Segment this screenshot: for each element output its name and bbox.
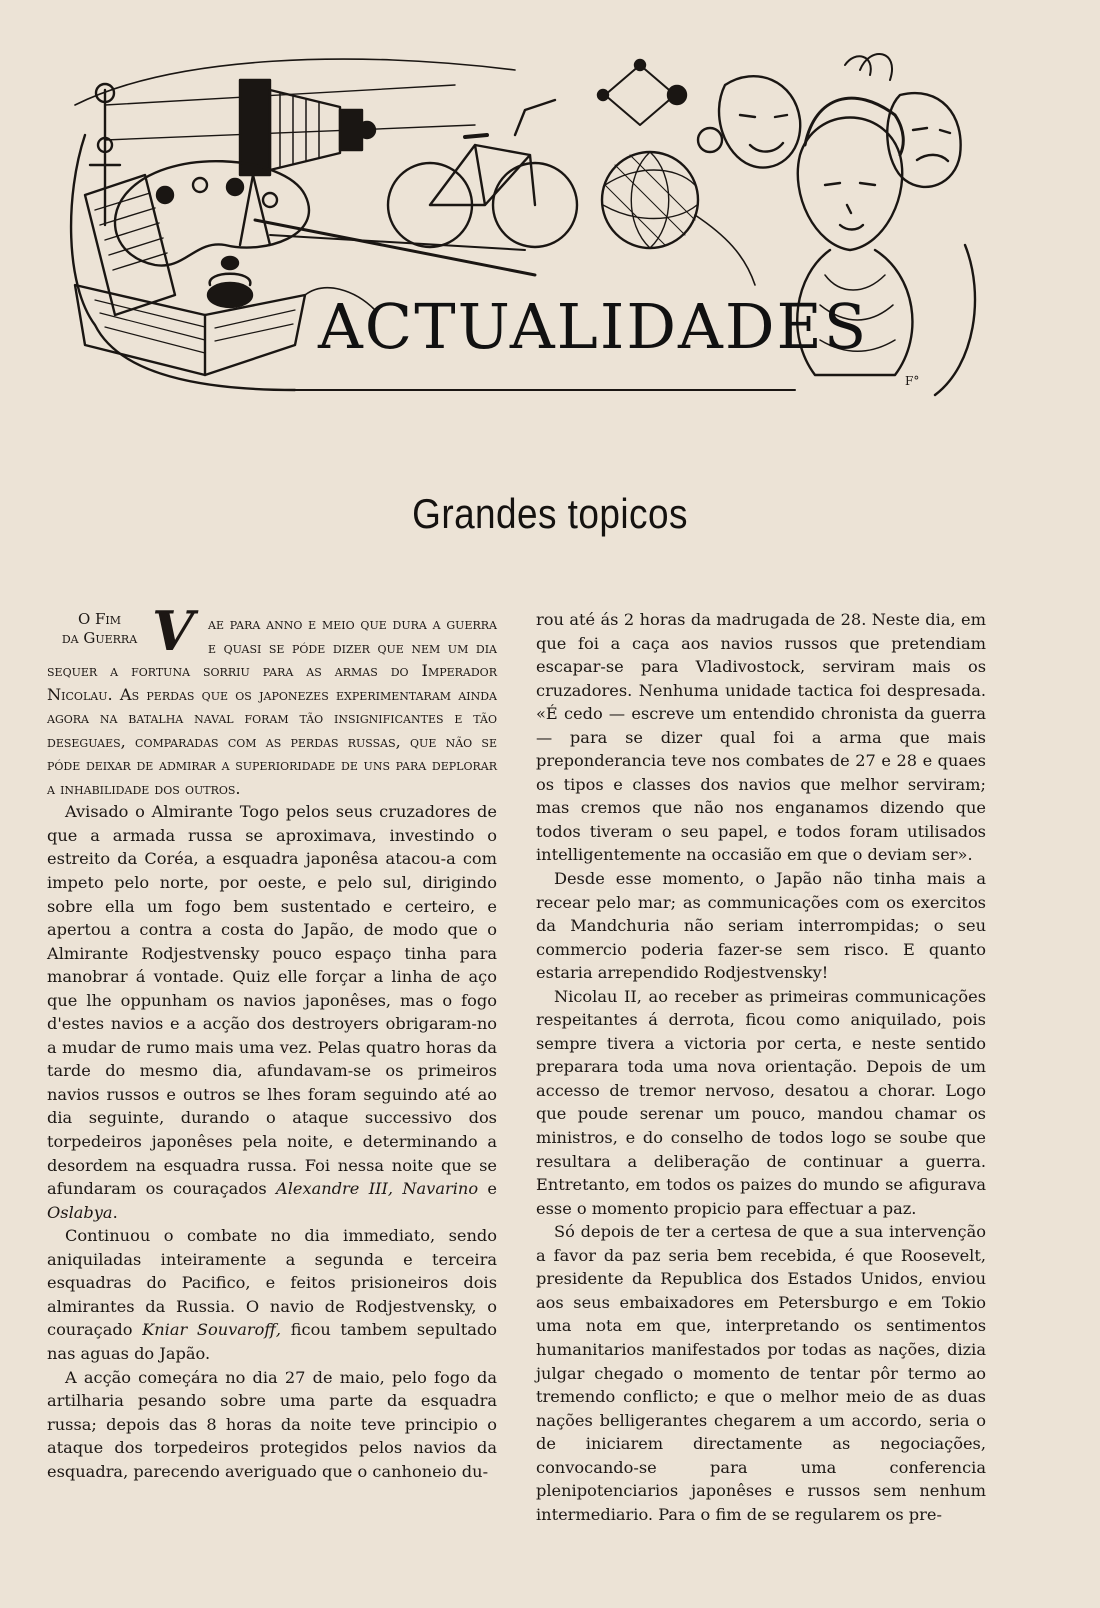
right-column (536, 608, 986, 1526)
bicycle-icon (388, 100, 577, 247)
paragraph: Só depois de ter a certesa de que a sua intervenção a favor da paz seria bem recebida, é que Roosevelt, presidente da Republica dos Estados Unidos, enviou aos seus embaixadores em Petersburgo e em Tokio uma nota em que, interpretando os sentimentos humanitarios manifestados por todas as nações, dizia julgar chegado o momento de tentar pôr termo ao tremendo conflicto; e que o melhor meio de as duas nações belligerantes chegarem a um accordo, seria o de iniciarem directamente as negociações, convocando-se para uma conferencia plenipotenciarios japonêses e russos sem nenhum intermediario. Para o fim de se regularem os pre- (536, 1222, 986, 1524)
ship-name: Oslabya (47, 1202, 113, 1222)
paragraph (47, 1366, 497, 1484)
paragraph-text: A acção começára no dia 27 de maio, pelo fogo da artilharia pesando sobre uma parte da esquadra russa; depois das 8 horas da noite teve principio o ataque dos torpedeiros protegidos pelos navios da esquadra, parecendo averiguado que o canhoneio du- (47, 1367, 497, 1481)
paragraph: rou até ás 2 horas da madrugada de 28. Neste dia, em que foi a caça aos navios russos que pretendiam escapar-se para Vladivostock, serviram mais os cruzadores. Nenhuma unidade tactica foi despresada. «É cedo — escreve um entendido chronista da guerra — para se dizer qual foi a arma que mais preponderancia teve nos combates de 27 e 28 e quaes os tipos e classes dos navios que melhor serviram; mas cremos que não nos enganamos dizendo que todos tiveram o seu papel, e todos foram utilisados intelligentemente na occasião em que o deviam ser». (536, 610, 986, 865)
masthead-title: ACTUALIDADES (318, 290, 869, 363)
telegraph-pole-icon (90, 84, 475, 225)
side-heading-line2: da Guerra (61, 629, 138, 647)
paragraph (47, 800, 497, 1224)
paragraph (47, 1224, 497, 1365)
drop-cap: V (152, 599, 194, 663)
side-heading (47, 610, 152, 648)
palette-icon (115, 161, 535, 275)
inkwell-icon (208, 257, 252, 307)
paragraph-text: ficou tambem sepultado nas aguas do Japão. (47, 1320, 497, 1363)
paragraph-text: Avisado o Almirante Togo pelos seus cruzadores de que a armada russa se aproximava, investindo o estreito da Coréa, a esquadra japonêsa atacou-a com impeto pelo norte, por oeste, e pelo sul, dirigindo sobre ella um fogo bem sustentado e certeiro, e apertou a contra a costa do Japão, de modo que o Almirante Rodjestvensky pouco espaço tinha para manobrar á vontade. Quiz elle forçar a linha de aço que lhe oppunham os navios japonêses, mas o fogo d'estes navios e a acção dos destroyers obrigaram-no a mudar de rumo mais uma vez. Pelas quatro horas da tarde do mesmo dia, afundavam-se os primeiros navios russos e outros se lhes foram seguindo até ao dia seguinte, durando o ataque successivo dos torpedeiros japonêses pela noite, e determinando a desordem na esquadra russa. Foi nessa noite que se afundaram os couraçados (47, 802, 497, 1199)
svg-text:F°: F° (905, 374, 920, 388)
paragraph: Desde esse momento, o Japão não tinha mais a recear pelo mar; as communicações com os exercitos da Mandchuria não seriam interrompidas; o seu commercio poderia fazer-se sem risco. E quanto estaria arrependido Rodjestvensky! (536, 869, 986, 983)
side-heading-line1: O Fim (77, 610, 122, 628)
paragraph: Nicolau II, ao receber as primeiras communicações respeitantes á derrota, ficou como aniquilado, pois sempre tivera a victoria por certa, e neste sentido preparara toda uma nova orientação. Depois de um accesso de tremor nervoso, desatou a chorar. Logo que poude serenar um pouco, mandou chamar os ministros, e do conselho de todos logo se soube que resultara a deliberação de continuar a guerra. Entretanto, em todos os paizes do mundo se afigurava esse o momento propicio para effectuar a paz. (536, 986, 986, 1218)
paragraph-text: ae para anno e meio que dura a guerra e quasi se póde dizer que nem um dia sequer a fortuna sorriu para as armas do Imperador Nicolau. As perdas que os japonezes experimentaram ainda agora na batalha naval foram tão insignificantes e tão deseguaes, comparadas com as perdas russas, que não se póde deixar de admirar a superioridade de uns para deplorar a inhabilidade dos outros. (47, 614, 497, 798)
section-title: Grandes topicos (412, 490, 688, 537)
ship-name: Kniar Souvaroff, (142, 1320, 282, 1340)
paragraph-text: Continuou o combate no dia immediato, sendo aniquiladas inteiramente a segunda e terceira esquadras do Pacifico, e feitos prisioneiros dois almirantes da Russia. O navio de Rodjestvensky, o couraçado (47, 1226, 497, 1340)
period: . (112, 1202, 118, 1222)
conjunction: e (478, 1179, 497, 1199)
mask-icon (719, 76, 961, 187)
ship-names: Alexandre III, Navarino (276, 1179, 479, 1199)
globe-icon (602, 152, 698, 248)
left-column (47, 599, 497, 1483)
